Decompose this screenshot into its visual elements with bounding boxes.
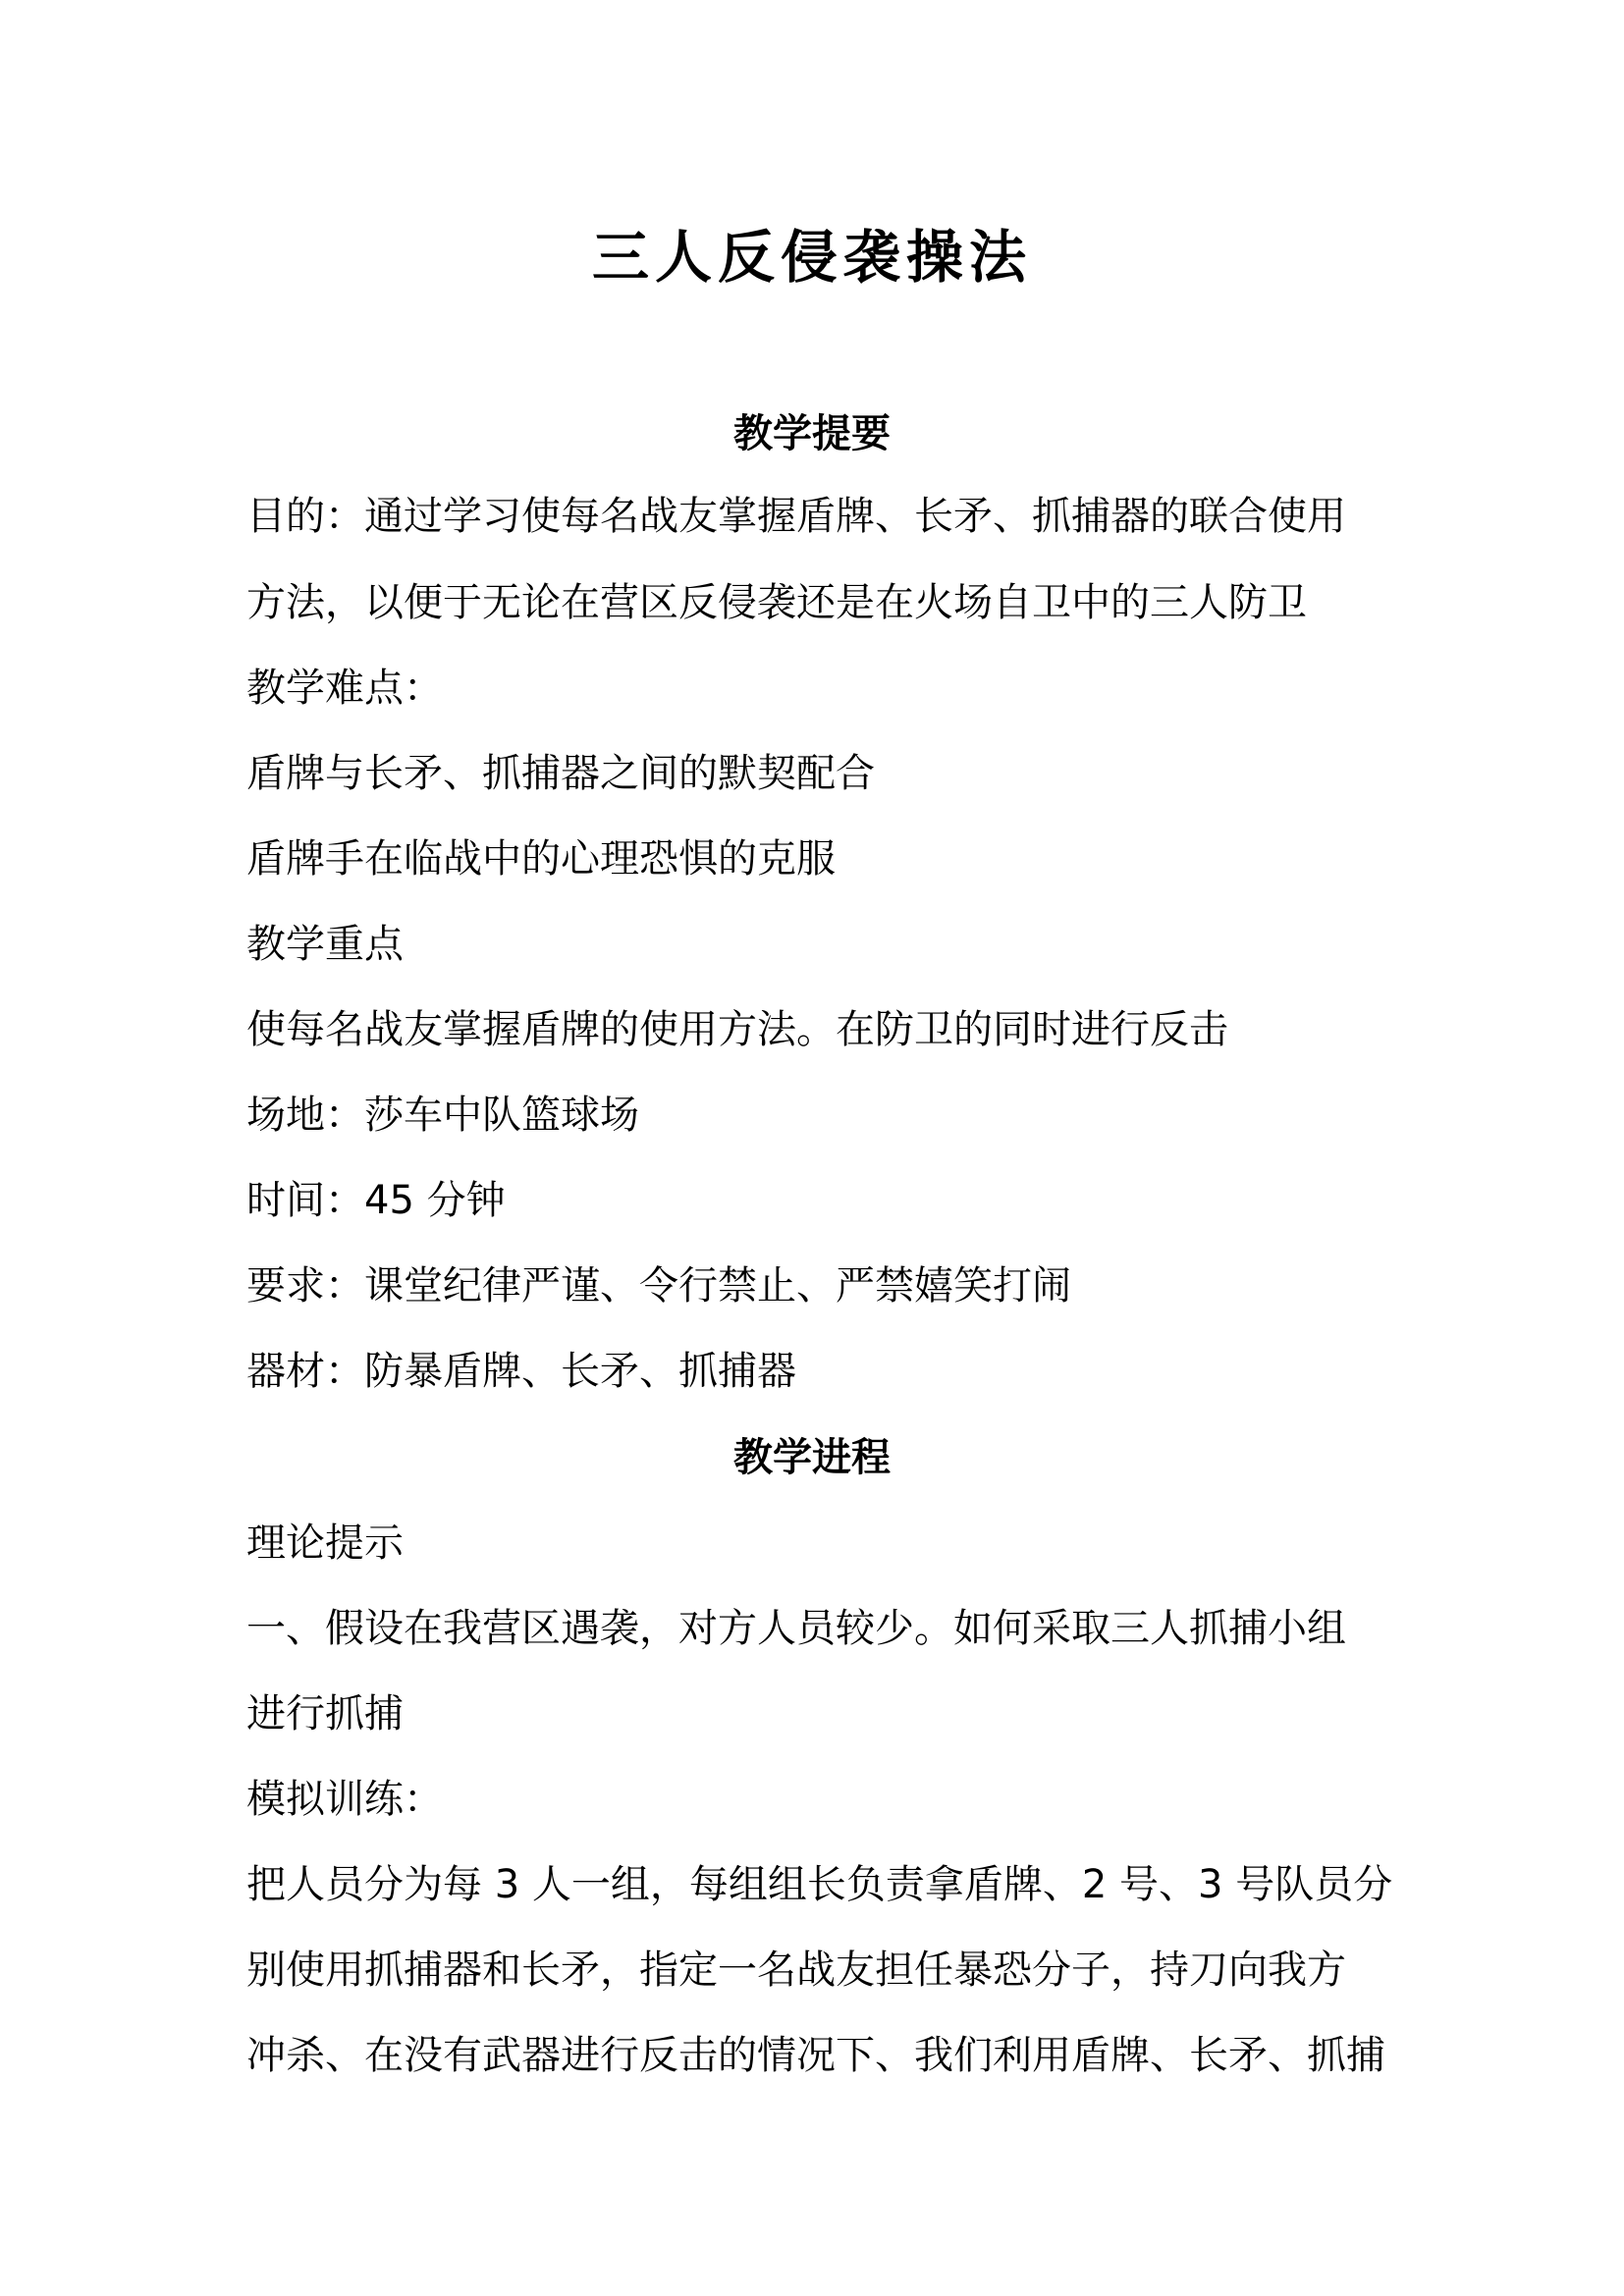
text-line: 冲杀、在没有武器进行反击的情况下、我们利用盾牌、长矛、抓捕 [246, 2033, 1385, 2078]
document-title: 三人反侵袭操法 [591, 224, 1032, 291]
text-line: 使每名战友掌握盾牌的使用方法。在防卫的同时进行反击 [246, 1007, 1228, 1052]
text-line: 方法，以便于无论在营区反侵袭还是在火场自卫中的三人防卫 [246, 580, 1307, 625]
text-line: 进行抓捕 [246, 1691, 404, 1736]
text-line: 别使用抓捕器和长矛，指定一名战友担任暴恐分子，持刀向我方 [246, 1948, 1346, 1993]
text-line: 模拟训练： [246, 1777, 443, 1822]
text-line: 盾牌手在临战中的心理恐惧的克服 [246, 836, 836, 881]
text-line: 教学难点： [246, 666, 443, 711]
text-line: 器材：防暴盾牌、长矛、抓捕器 [246, 1349, 796, 1394]
text-line: 时间：45 分钟 [246, 1178, 506, 1223]
text-line: 要求：课堂纪律严谨、令行禁止、严禁嬉笑打闹 [246, 1263, 1071, 1308]
section-heading-summary: 教学提要 [733, 411, 891, 456]
text-line: 盾牌与长矛、抓捕器之间的默契配合 [246, 751, 875, 796]
text-line: 场地：莎车中队篮球场 [246, 1093, 639, 1138]
text-line: 教学重点 [246, 922, 404, 967]
section-heading-process: 教学进程 [733, 1435, 891, 1480]
text-line: 理论提示 [246, 1521, 404, 1566]
text-line: 把人员分为每 3 人一组，每组组长负责拿盾牌、2 号、3 号队员分 [246, 1862, 1393, 1907]
text-line: 一、假设在我营区遇袭，对方人员较少。如何采取三人抓捕小组 [246, 1606, 1346, 1651]
text-line: 目的：通过学习使每名战友掌握盾牌、长矛、抓捕器的联合使用 [246, 494, 1346, 539]
